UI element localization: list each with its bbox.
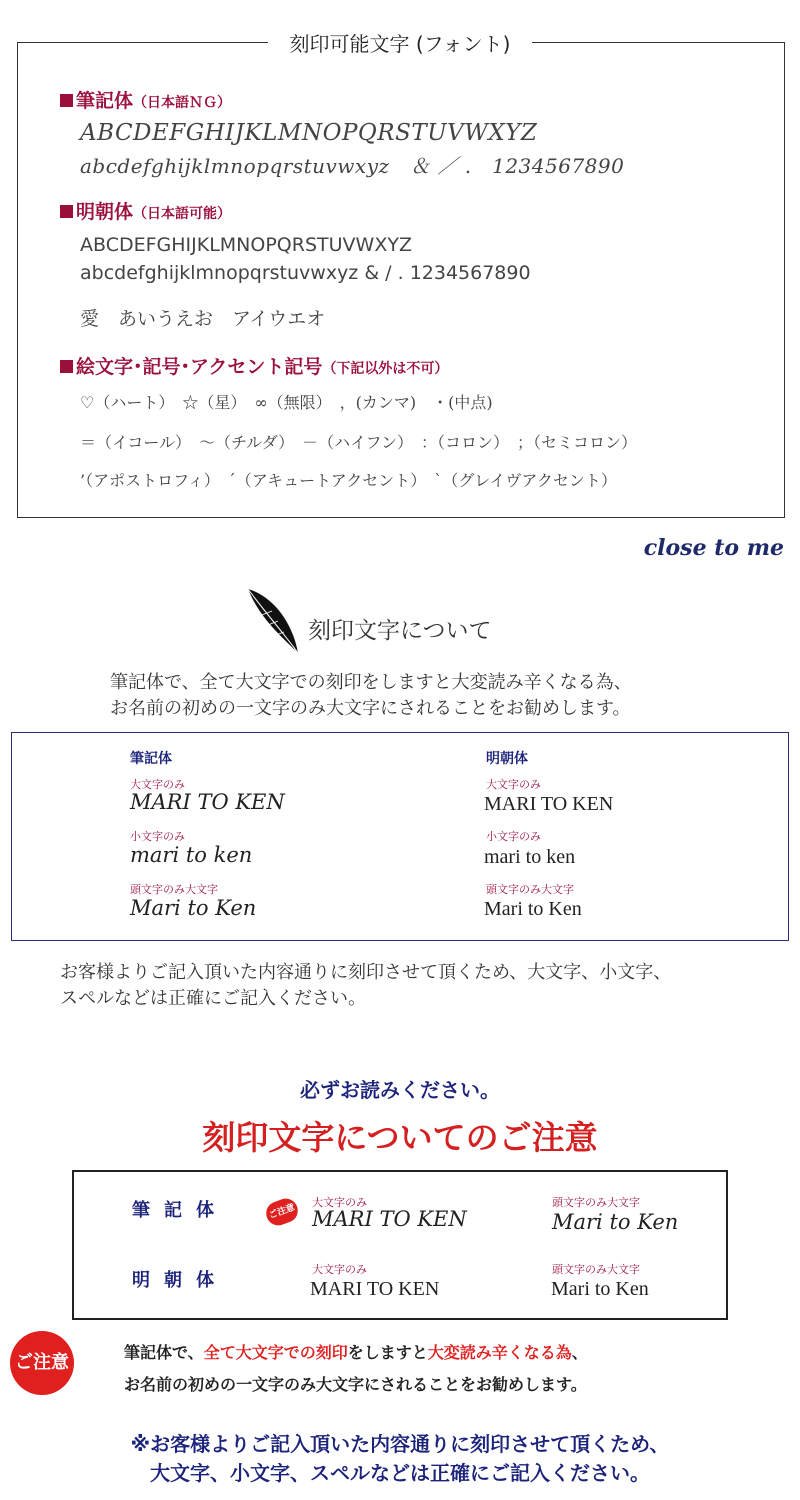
- caution-script-upper-example: MARI TO KEN: [312, 1207, 467, 1231]
- mincho-font-note: （日本語可能）: [133, 206, 232, 222]
- mincho-japanese-sample: 愛 あいうえお アイウエオ: [80, 308, 326, 330]
- warning-text-b: をしますと: [347, 1343, 428, 1362]
- script-row-label: 筆記体: [132, 1200, 228, 1221]
- fonts-section-title: 刻印可能文字 (フォント): [268, 28, 532, 57]
- script-upper-label: 大文字のみ: [130, 778, 185, 791]
- caution-mincho-upper-label: 大文字のみ: [312, 1263, 367, 1276]
- script-lowercase-sample: abcdefghijklmnopqrstuvwxyz ＆ ／ . 1234567890: [80, 154, 625, 178]
- script-column-heading: 筆記体: [130, 751, 172, 767]
- mincho-uppercase-sample: ABCDEFGHIJKLMNOPQRSTUVWXYZ: [80, 234, 412, 256]
- about-footer-line-1: お客様よりご記入頂いた内容通りに刻印させて頂くため、大文字、小文字、: [60, 962, 672, 983]
- square-bullet-icon: [60, 360, 73, 373]
- warning-line-2: お名前の初めの一文字のみ大文字にされることをお勧めします。: [124, 1375, 587, 1394]
- example-box: [11, 732, 789, 941]
- mincho-upper-example: MARI TO KEN: [484, 793, 614, 815]
- must-read-heading: 必ずお読みください。: [300, 1078, 500, 1102]
- caution-bubble-icon: ご注意: [263, 1195, 301, 1228]
- mincho-lower-label: 小文字のみ: [486, 830, 541, 843]
- caution-badge-icon: ご注意: [10, 1331, 74, 1395]
- caution-mincho-initial-example: Mari to Ken: [551, 1278, 649, 1300]
- about-footer-line-2: スペルなどは正確にご記入ください。: [60, 988, 366, 1009]
- mincho-lower-example: mari to ken: [484, 846, 576, 868]
- symbols-line-1: ♡（ハート） ☆（星） ∞（無限） ，(カンマ) ・(中点): [80, 393, 493, 412]
- symbols-line-3: ’（アポストロフィ） ´（アキュートアクセント） `（グレイヴアクセント）: [80, 471, 617, 490]
- quill-feather-icon: [240, 585, 306, 659]
- script-lower-label: 小文字のみ: [130, 830, 185, 843]
- caution-mincho-initial-label: 頭文字のみ大文字: [552, 1263, 640, 1276]
- mincho-row-label: 明朝体: [132, 1270, 228, 1291]
- warning-text-c: 、: [571, 1343, 588, 1362]
- warning-highlight-a: 全て大文字での刻印: [203, 1343, 348, 1362]
- script-initial-label: 頭文字のみ大文字: [130, 883, 218, 896]
- caution-title: 刻印文字についてのご注意: [202, 1118, 598, 1157]
- script-uppercase-sample: ABCDEFGHIJKLMNOPQRSTUVWXYZ: [80, 120, 538, 146]
- symbols-note: （下記以外は不可）: [322, 361, 449, 377]
- mincho-lowercase-sample: abcdefghijklmnopqrstuvwxyz & / . 1234567890: [80, 262, 531, 284]
- mincho-font-heading: [60, 197, 231, 224]
- symbols-label: 絵文字･記号･アクセント記号: [76, 356, 323, 378]
- caution-script-initial-label: 頭文字のみ大文字: [552, 1196, 640, 1209]
- symbols-heading: [60, 352, 448, 379]
- mincho-font-label: 明朝体: [76, 201, 134, 223]
- mincho-upper-label: 大文字のみ: [486, 778, 541, 791]
- about-paragraph-line-1: 筆記体で、全て大文字での刻印をしますと大変読み辛くなる為、: [110, 672, 632, 693]
- caution-mincho-upper-example: MARI TO KEN: [310, 1278, 440, 1300]
- final-note-line-1: ※お客様よりご記入頂いた内容通りに刻印させて頂くため、: [130, 1432, 670, 1456]
- brand-logo: close to me: [643, 535, 784, 561]
- symbols-line-2: ＝（イコール） ～（チルダ） －（ハイフン） ：（コロン） ；（セミコロン）: [80, 433, 637, 452]
- about-engraving-title: 刻印文字について: [308, 618, 492, 644]
- square-bullet-icon: [60, 94, 73, 107]
- warning-text-a: 筆記体で、: [124, 1343, 204, 1362]
- script-upper-example: MARI TO KEN: [130, 790, 285, 814]
- script-initial-example: Mari to Ken: [130, 896, 257, 920]
- warning-line-1: [124, 1340, 588, 1363]
- about-paragraph-line-2: お名前の初めの一文字のみ大文字にされることをお勧めします。: [110, 698, 631, 719]
- mincho-column-heading: 明朝体: [486, 751, 528, 767]
- script-font-note: （日本語ＮＧ）: [133, 95, 232, 111]
- square-bullet-icon: [60, 205, 73, 218]
- caution-script-upper-label: 大文字のみ: [312, 1196, 367, 1209]
- mincho-initial-label: 頭文字のみ大文字: [486, 883, 574, 896]
- script-font-heading: [60, 86, 231, 113]
- caution-script-initial-example: Mari to Ken: [552, 1210, 679, 1234]
- script-lower-example: mari to ken: [130, 843, 253, 867]
- mincho-initial-example: Mari to Ken: [484, 898, 582, 920]
- final-note-line-2: 大文字、小文字、スペルなどは正確にご記入ください。: [150, 1461, 650, 1485]
- script-font-label: 筆記体: [76, 90, 134, 112]
- warning-highlight-b: 大変読み辛くなる為: [427, 1343, 572, 1362]
